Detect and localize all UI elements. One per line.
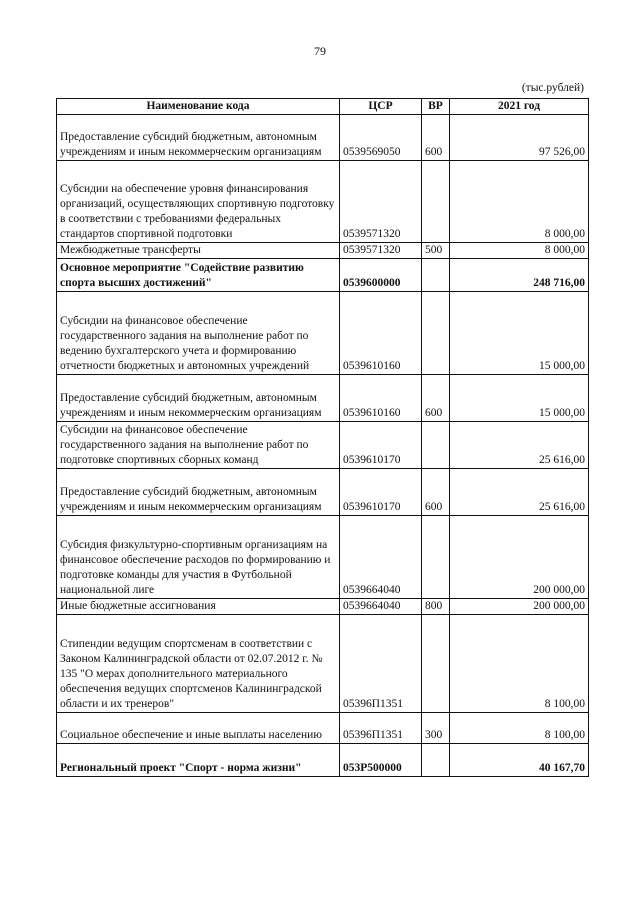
row-amount: 97 526,00: [450, 115, 589, 161]
header-name: Наименование кода: [57, 99, 340, 115]
row-amount: 200 000,00: [450, 516, 589, 599]
page-number: 79: [314, 44, 326, 58]
row-csr: 053Р500000: [340, 744, 422, 777]
row-name: Предоставление субсидий бюджетным, автономным учреждениям и иным некоммерческим организациям: [57, 375, 340, 422]
table-row: [57, 292, 589, 375]
row-csr: 0539571320: [340, 161, 422, 243]
row-csr: 0539600000: [340, 259, 422, 292]
row-name: Субсидии на финансовое обеспечение государственного задания на выполнение работ по подготовке спортивных сборных команд: [57, 422, 340, 469]
row-name: Региональный проект "Спорт - норма жизни": [57, 744, 340, 777]
table-row: [57, 422, 589, 469]
budget-table: [56, 98, 589, 777]
table-row: [57, 615, 589, 713]
row-csr: 0539571320: [340, 243, 422, 259]
table-row: [57, 516, 589, 599]
row-amount: 40 167,70: [450, 744, 589, 777]
row-csr: 0539610170: [340, 422, 422, 469]
row-vr: [422, 422, 450, 469]
row-vr: 300: [422, 713, 450, 744]
row-vr: [422, 292, 450, 375]
row-name: Предоставление субсидий бюджетным, автономным учреждениям и иным некоммерческим организациям: [57, 469, 340, 516]
row-csr: 05396П1351: [340, 615, 422, 713]
row-amount: 200 000,00: [450, 599, 589, 615]
row-vr: [422, 615, 450, 713]
row-name: Межбюджетные трансферты: [57, 243, 340, 259]
row-vr: 600: [422, 115, 450, 161]
row-vr: 600: [422, 469, 450, 516]
row-name: Субсидии на обеспечение уровня финансирования организаций, осуществляющих спортивную подготовку в соответствии с требованиями федеральных стандартов спортивной подготовки: [57, 161, 340, 243]
table-row: [57, 713, 589, 744]
row-csr: 0539569050: [340, 115, 422, 161]
row-vr: 600: [422, 375, 450, 422]
row-vr: [422, 744, 450, 777]
units-label: (тыс.рублей): [521, 82, 584, 94]
row-name: Субсидии на финансовое обеспечение государственного задания на выполнение работ по ведению бухгалтерского учета и формированию отчетности бюджетных и автономных учреждений: [57, 292, 340, 375]
row-vr: [422, 516, 450, 599]
row-name: Социальное обеспечение и иные выплаты населению: [57, 713, 340, 744]
row-name: Предоставление субсидий бюджетным, автономным учреждениям и иным некоммерческим организациям: [57, 115, 340, 161]
row-vr: [422, 259, 450, 292]
row-vr: [422, 161, 450, 243]
row-name: Субсидия физкультурно-спортивным организациям на финансовое обеспечение расходов по формированию и подготовке команды для участия в Футбольной национальной лиге: [57, 516, 340, 599]
row-csr: 0539664040: [340, 516, 422, 599]
table-row: [57, 259, 589, 292]
row-amount: 248 716,00: [450, 259, 589, 292]
table-row: [57, 243, 589, 259]
row-csr: 0539664040: [340, 599, 422, 615]
row-amount: 8 000,00: [450, 161, 589, 243]
row-csr: 0539610170: [340, 469, 422, 516]
table-row: [57, 469, 589, 516]
header-year: 2021 год: [450, 99, 589, 115]
row-amount: 15 000,00: [450, 292, 589, 375]
row-amount: 8 100,00: [450, 713, 589, 744]
row-name: Основное мероприятие "Содействие развитию спорта высших достижений": [57, 259, 340, 292]
row-csr: 0539610160: [340, 292, 422, 375]
row-csr: 0539610160: [340, 375, 422, 422]
header-csr: ЦСР: [340, 99, 422, 115]
table-row: [57, 375, 589, 422]
row-amount: 15 000,00: [450, 375, 589, 422]
row-name: Стипендии ведущим спортсменам в соответствии с Законом Калининградской области от 02.07.2012 г. № 135 "О мерах дополнительного материального обеспечения ведущих спортсменов Калининградской области и их тренеров": [57, 615, 340, 713]
table-row: [57, 115, 589, 161]
header-vr: ВР: [422, 99, 450, 115]
row-csr: 05396П1351: [340, 713, 422, 744]
row-vr: 800: [422, 599, 450, 615]
row-name: Иные бюджетные ассигнования: [57, 599, 340, 615]
table-header-row: [57, 99, 589, 115]
row-amount: 25 616,00: [450, 422, 589, 469]
row-amount: 8 100,00: [450, 615, 589, 713]
table-row: [57, 161, 589, 243]
row-amount: 25 616,00: [450, 469, 589, 516]
table-row: [57, 599, 589, 615]
table-row: [57, 744, 589, 777]
row-amount: 8 000,00: [450, 243, 589, 259]
row-vr: 500: [422, 243, 450, 259]
